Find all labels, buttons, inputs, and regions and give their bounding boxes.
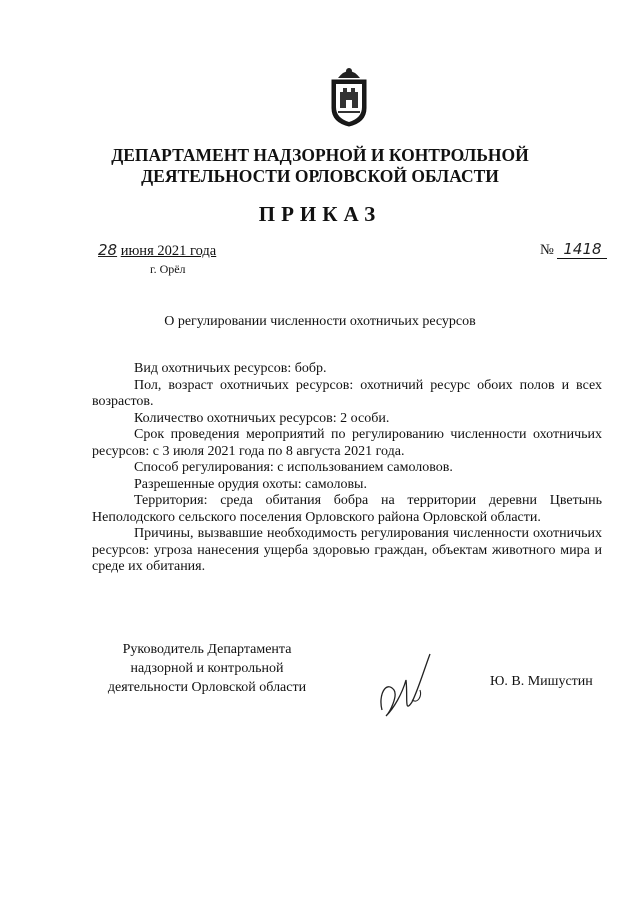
paragraph-tools: Разрешенные орудия охоты: самоловы. — [134, 476, 367, 492]
coat-of-arms-emblem — [324, 62, 374, 128]
number-label: № — [540, 242, 554, 258]
handwritten-signature — [372, 650, 442, 725]
paragraph-sex-age: Пол, возраст охотничьих ресурсов: охотничий ресурс обоих полов и всех возрастов. — [92, 377, 602, 409]
order-date — [98, 241, 216, 260]
signatory-title-line3: деятельности Орловской области — [107, 680, 307, 695]
order-body — [92, 361, 602, 576]
signatory-title-line2: надзорной и контрольной — [130, 661, 284, 676]
paragraph-reasons: Причины, вызвавшие необходимость регулирования численности охотничьих ресурсов: угроза нанесения ущерба здоровью граждан, объектам животного мира и среде их обитания. — [92, 526, 602, 574]
paragraph-quantity: Количество охотничьих ресурсов: 2 особи. — [134, 410, 390, 426]
paragraph-species: Вид охотничьих ресурсов: бобр. — [134, 361, 327, 376]
department-title-line2: ДЕЯТЕЛЬНОСТИ ОРЛОВСКОЙ ОБЛАСТИ — [141, 166, 499, 186]
date-month-year: июня 2021 года — [120, 243, 217, 259]
paragraph-period: Срок проведения мероприятий по регулированию численности охотничьих ресурсов: с 3 июля 2021 года по 8 августа 2021 года. — [92, 427, 602, 459]
number-handwritten: 1418 — [557, 240, 607, 259]
signatory-name: Ю. В. Мишустин — [490, 674, 593, 689]
order-number — [540, 240, 607, 259]
paragraph-territory: Территория: среда обитания бобра на территории деревни Цветынь Неполодского сельского поселения Орловского района Орловской области. — [92, 493, 602, 525]
city: г. Орёл — [150, 262, 186, 276]
department-title-line1: ДЕПАРТАМЕНТ НАДЗОРНОЙ И КОНТРОЛЬНОЙ — [111, 145, 529, 165]
signatory-title-line1: Руководитель Департамента — [122, 642, 292, 657]
paragraph-method: Способ регулирования: с использованием самоловов. — [134, 460, 453, 475]
doc-type-title: ПРИКАЗ — [258, 202, 382, 226]
order-subject: О регулировании численности охотничьих ресурсов — [164, 314, 476, 329]
date-day-handwritten: 28 — [98, 241, 118, 259]
signatory-title — [92, 640, 322, 697]
